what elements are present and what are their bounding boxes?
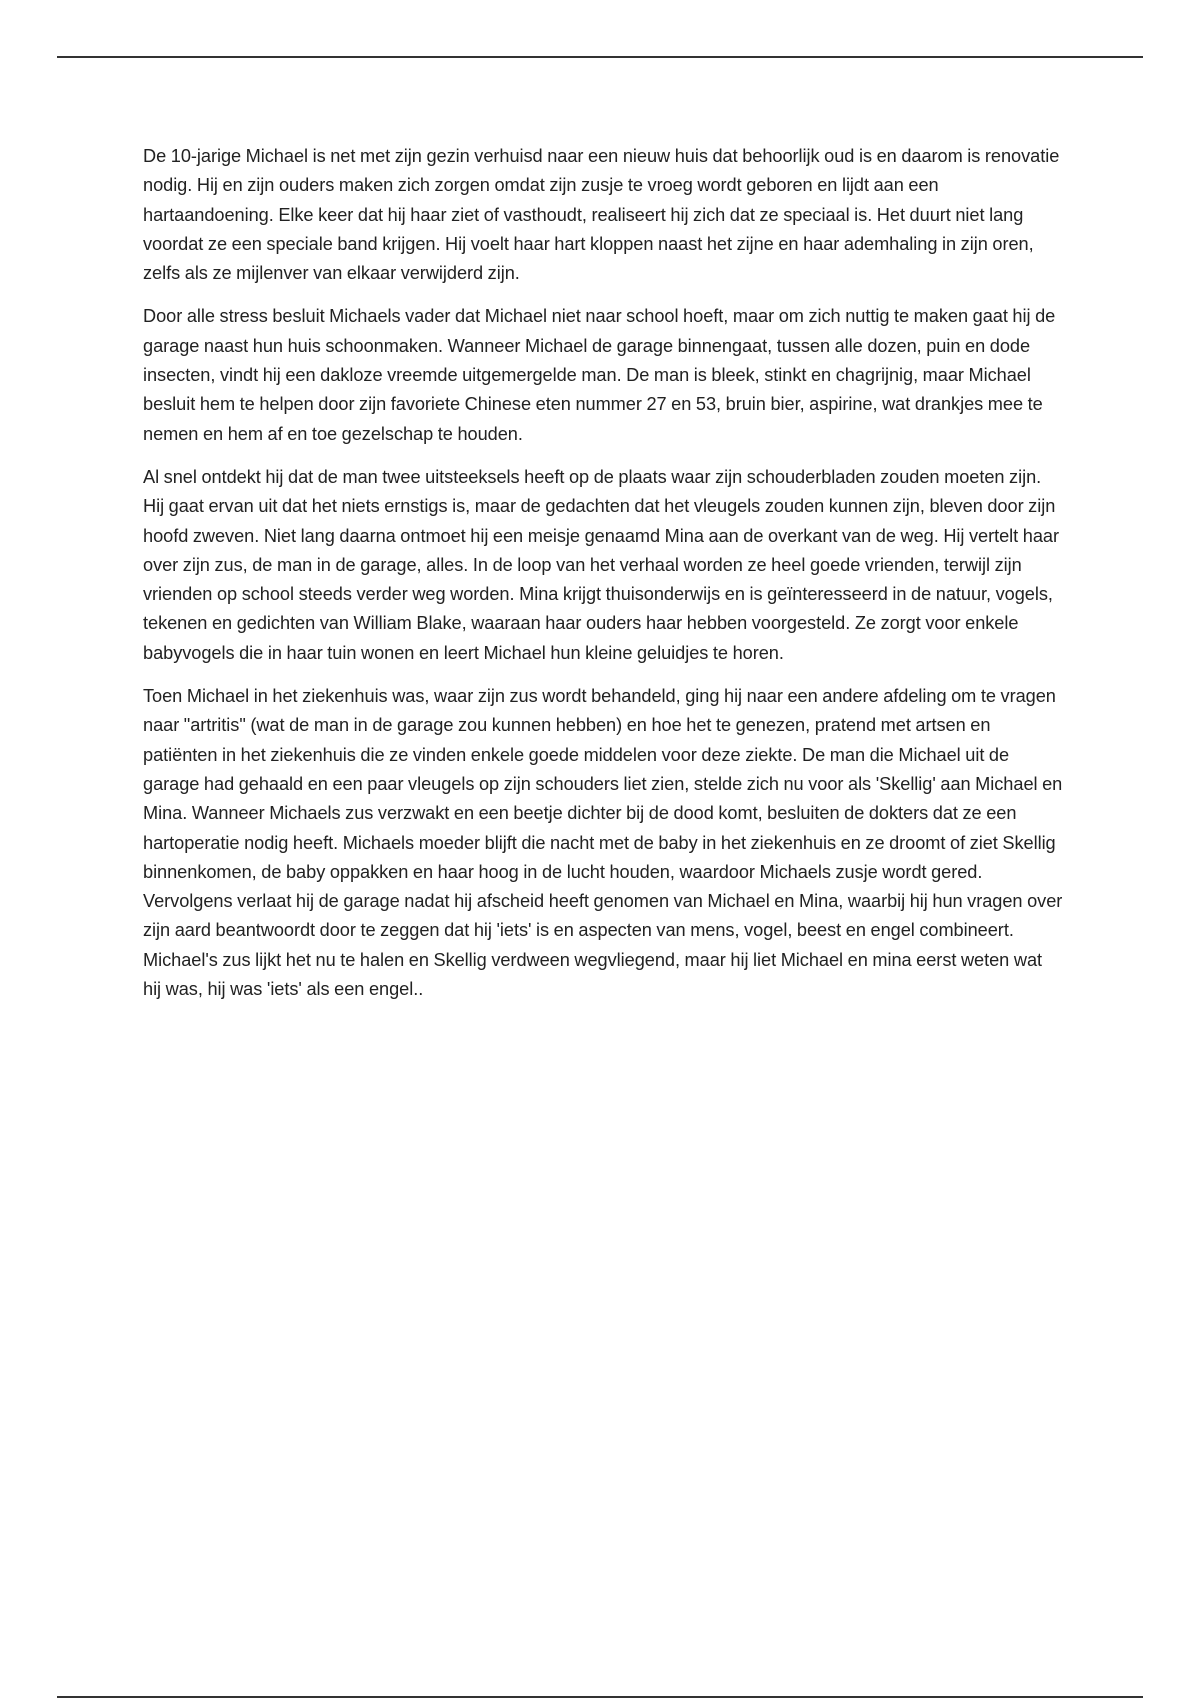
paragraph-4: Toen Michael in het ziekenhuis was, waar zijn zus wordt behandeld, ging hij naar een andere afdeling om te vragen naar "artritis" (wat de man in de garage zou kunnen hebben) en hoe het te genezen, pratend met artsen en patiënten in het ziekenhuis die ze vinden enkele goede middelen voor deze ziekte. De man die Michael uit de garage had gehaald en een paar vleugels op zijn schouders liet zien, stelde zich nu voor als 'Skellig' aan Michael en Mina. Wanneer Michaels zus verzwakt en een beetje dichter bij de dood komt, besluiten de dokters dat ze een hartoperatie nodig heeft. Michaels moeder blijft die nacht met de baby in het ziekenhuis en ze droomt of ziet Skellig binnenkomen, de baby oppakken en haar hoog in de lucht houden, waardoor Michaels zusje wordt gered. Vervolgens verlaat hij de garage nadat hij afscheid heeft genomen van Michael en Mina, waarbij hij hun vragen over zijn aard beantwoordt door te zeggen dat hij 'iets' is en aspecten van mens, vogel, beest en engel combineert. Michael's zus lijkt het nu te halen en Skellig verdween wegvliegend, maar hij liet Michael en mina eerst weten wat hij was, hij was 'iets' als een engel.. [143, 686, 1063, 1000]
paragraph-2: Door alle stress besluit Michaels vader dat Michael niet naar school hoeft, maar om zich nuttig te maken gaat hij de garage naast hun huis schoonmaken. Wanneer Michael de garage binnengaat, tussen alle dozen, puin en dode insecten, vindt hij een dakloze vreemde uitgemergelde man. De man is bleek, stinkt en chagrijnig, maar Michael besluit hem te helpen door zijn favoriete Chinese eten nummer 27 en 53, bruin bier, aspirine, wat drankjes mee te nemen en hem af en toe gezelschap te houden. [143, 306, 1056, 444]
paragraph-3: Al snel ontdekt hij dat de man twee uitsteeksels heeft op de plaats waar zijn schouderbladen zouden moeten zijn. Hij gaat ervan uit dat het niets ernstigs is, maar de gedachten dat het vleugels zouden kunnen zijn, bleven door zijn hoofd zweven. Niet lang daarna ontmoet hij een meisje genaamd Mina aan de overkant van de weg. Hij vertelt haar over zijn zus, de man in de garage, alles. In de loop van het verhaal worden ze heel goede vrienden, terwijl zijn vrienden op school steeds verder weg worden. Mina krijgt thuisonderwijs en is geïnteresseerd in de natuur, vogels, tekenen en gedichten van William Blake, waaraan haar ouders haar hebben voorgesteld. Ze zorgt voor enkele babyvogels die in haar tuin wonen en leert Michael hun kleine geluidjes te horen. [143, 466, 1059, 663]
top-divider [57, 56, 1143, 58]
bottom-divider [57, 1696, 1143, 1698]
document-body [143, 142, 1063, 1018]
paragraph-1: De 10-jarige Michael is net met zijn gezin verhuisd naar een nieuw huis dat behoorlijk oud is en daarom is renovatie nodig. Hij en zijn ouders maken zich zorgen omdat zijn zusje te vroeg wordt geboren en lijdt aan een hartaandoening. Elke keer dat hij haar ziet of vasthoudt, realiseert hij zich dat ze speciaal is. Het duurt niet lang voordat ze een speciale band krijgen. Hij voelt haar hart kloppen naast het zijne en haar ademhaling in zijn oren, zelfs als ze mijlenver van elkaar verwijderd zijn. [143, 146, 1060, 284]
